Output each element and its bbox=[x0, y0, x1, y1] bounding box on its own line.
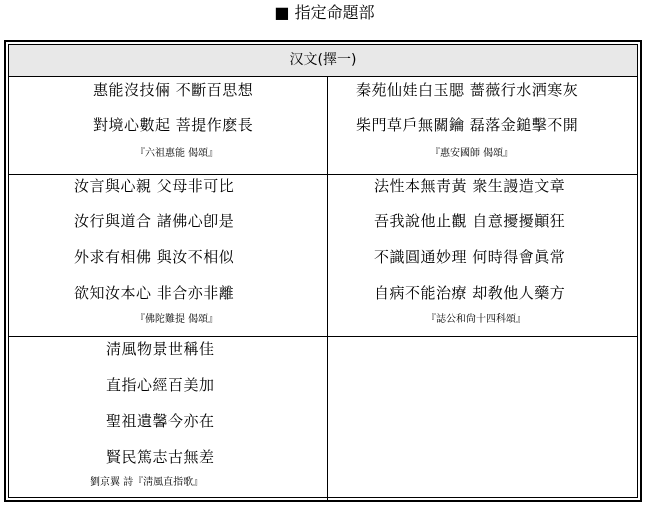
poem-cell-5 bbox=[9, 337, 327, 501]
poem-source: 劉京翼 詩『淸風直指歌』 bbox=[90, 477, 204, 488]
poem-line: 汝行與道合 諸佛心卽是 bbox=[74, 212, 235, 230]
poem-line: 吾我說他止觀 自意擾擾顚狂 bbox=[374, 212, 566, 230]
poem-line: 賢民篤志古無差 bbox=[106, 448, 215, 466]
exam-table-inner bbox=[8, 44, 638, 498]
poem-cell-3 bbox=[9, 175, 327, 336]
empty-cell bbox=[328, 337, 639, 501]
poem-line: 淸風物景世稱佳 bbox=[106, 340, 215, 358]
table-header: 汉文(擇一) bbox=[9, 45, 637, 77]
poem-source: 『誌公和尙十四科頌』 bbox=[426, 314, 526, 325]
poem-line: 不識圓通妙理 何時得會眞常 bbox=[374, 248, 566, 266]
poem-cell-1 bbox=[9, 77, 327, 174]
poem-line: 欲知汝本心 非合亦非離 bbox=[74, 284, 235, 302]
poem-cell-4 bbox=[328, 175, 639, 336]
poem-source: 『佛陀難提 偈頌』 bbox=[135, 314, 219, 325]
poem-line: 聖祖遺馨今亦在 bbox=[106, 412, 215, 430]
poem-cell-2 bbox=[328, 77, 639, 174]
poem-line: 對境心數起 菩提作麽長 bbox=[93, 116, 254, 134]
poem-line: 直指心經百美加 bbox=[106, 376, 215, 394]
page-heading: ■ 指定命題部 bbox=[274, 3, 375, 22]
poem-source: 『六祖惠能 偈頌』 bbox=[135, 148, 219, 159]
poem-line: 惠能沒技倆 不斷百思想 bbox=[93, 81, 254, 99]
exam-table bbox=[4, 40, 642, 502]
poem-line: 秦苑仙娃白玉腮 薔薇行水洒寒灰 bbox=[356, 81, 579, 99]
poem-line: 自病不能治療 却敎他人藥方 bbox=[374, 284, 566, 302]
poem-line: 柴門草戶無關鑰 磊落金鎚擊不開 bbox=[356, 116, 579, 134]
poem-source: 『惠安國師 偈頌』 bbox=[430, 148, 514, 159]
poem-line: 外求有相佛 與汝不相似 bbox=[74, 248, 235, 266]
poem-line: 汝言與心親 父母非可比 bbox=[74, 177, 235, 195]
poem-line: 法性本無靑黃 衆生謾造文章 bbox=[374, 177, 566, 195]
